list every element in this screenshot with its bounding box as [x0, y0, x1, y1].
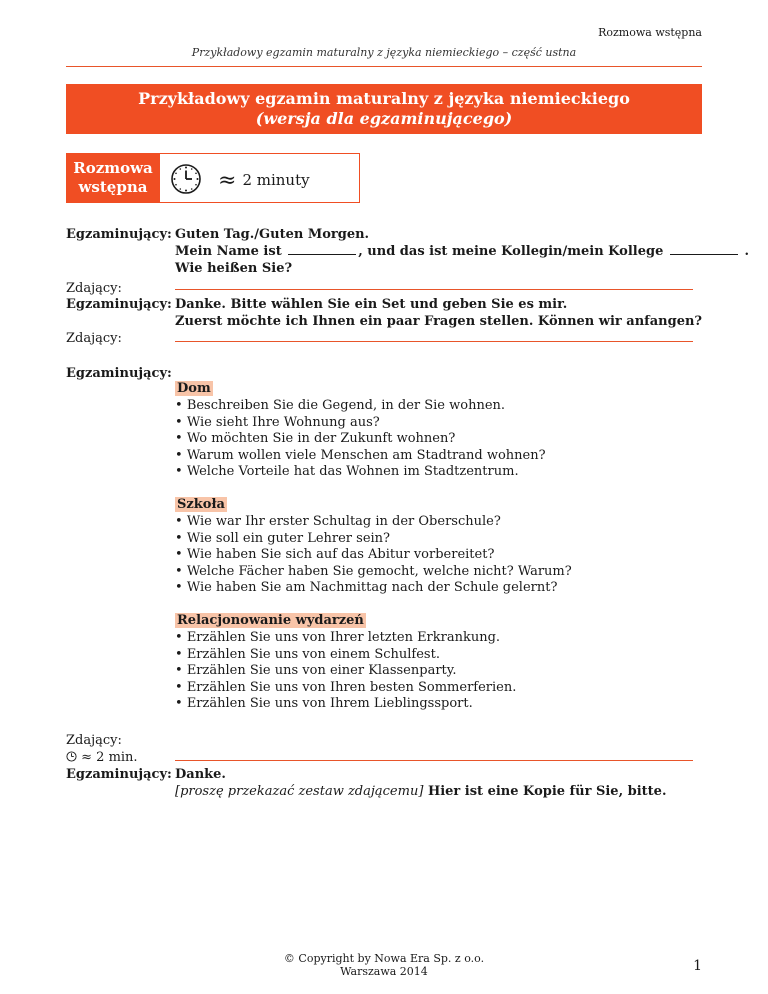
- name-blank: [288, 244, 356, 255]
- list-item: • Erzählen Sie uns von Ihrer letzten Erkrankung.: [175, 630, 516, 647]
- examiner-label: Egzaminujący:: [66, 767, 172, 782]
- time-box: [160, 153, 360, 203]
- student-label: Zdający:: [66, 281, 122, 296]
- topic-title: Dom: [177, 381, 211, 396]
- list-item: • Wo möchten Sie in der Zukunft wohnen?: [175, 431, 546, 448]
- list-item: • Welche Fächer haben Sie gemocht, welche nicht? Warum?: [175, 564, 572, 581]
- list-item: • Wie soll ein guter Lehrer sein?: [175, 531, 572, 548]
- section-label: [66, 153, 160, 203]
- student-time-value: ≈ 2 min.: [81, 750, 138, 765]
- question-list: [175, 398, 546, 481]
- header-section: Rozmowa wstępna: [598, 26, 702, 39]
- list-item: • Erzählen Sie uns von einer Klassenparty.: [175, 663, 516, 680]
- handover-line: [175, 784, 666, 799]
- examiner-label: Egzaminujący:: [66, 227, 172, 242]
- name-line-c: .: [744, 244, 749, 259]
- student-answer-rule: [175, 760, 693, 761]
- list-item: • Welche Vorteile hat das Wohnen im Stadtzentrum.: [175, 464, 546, 481]
- name-line-b: , und das ist meine Kollegin/mein Kollege: [358, 244, 664, 259]
- thanks-line: Danke.: [175, 767, 226, 782]
- copyright: © Copyright by Nowa Era Sp. z o.o.: [283, 952, 485, 965]
- start-line: Zuerst möchte ich Ihnen ein paar Fragen stellen. Können wir anfangen?: [175, 314, 703, 329]
- examiner-label: Egzaminujący:: [66, 366, 172, 381]
- question-line: Wie heißen Sie?: [175, 261, 293, 276]
- list-item: • Warum wollen viele Menschen am Stadtrand wohnen?: [175, 448, 546, 465]
- header-subtitle: Przykładowy egzamin maturalny z języka niemieckiego – część ustna: [191, 46, 577, 59]
- colleague-blank: [670, 244, 738, 255]
- title-banner: [66, 84, 702, 134]
- examiner-label: Egzaminujący:: [66, 297, 172, 312]
- banner-title: Przykładowy egzamin maturalny z języka niemieckiego: [138, 89, 630, 108]
- list-item: • Beschreiben Sie die Gegend, in der Sie wohnen.: [175, 398, 546, 415]
- approx-symbol: ≈: [218, 168, 237, 193]
- list-item: • Wie war Ihr erster Schultag in der Oberschule?: [175, 514, 572, 531]
- list-item: • Wie haben Sie sich auf das Abitur vorbereitet?: [175, 547, 572, 564]
- student-label: Zdający:: [66, 733, 122, 748]
- list-item: • Wie haben Sie am Nachmittag nach der Schule gelernt?: [175, 580, 572, 597]
- name-line-a: Mein Name ist: [175, 244, 282, 259]
- page-number: 1: [693, 958, 702, 974]
- student-answer-rule: [175, 341, 693, 342]
- list-item: • Erzählen Sie uns von Ihrem Lieblingssport.: [175, 696, 516, 713]
- greeting-line: Guten Tag./Guten Morgen.: [175, 227, 370, 242]
- footer: [0, 952, 768, 978]
- student-label: Zdający:: [66, 331, 122, 346]
- handover-instruction: [proszę przekazać zestaw zdającemu]: [175, 784, 424, 799]
- topic-title: Relacjonowanie wydarzeń: [177, 613, 364, 628]
- set-line: Danke. Bitte wählen Sie ein Set und geben Sie es mir.: [175, 297, 568, 312]
- question-list: [175, 514, 572, 597]
- banner-subtitle: (wersja dla egzaminującego): [255, 109, 513, 128]
- handover-text: Hier ist eine Kopie für Sie, bitte.: [427, 784, 667, 799]
- student-time: [66, 750, 138, 765]
- section-label-line2: wstępna: [78, 178, 148, 196]
- list-item: • Wie sieht Ihre Wohnung aus?: [175, 415, 546, 432]
- name-line: [175, 244, 749, 259]
- topic-title: Szkoła: [177, 497, 225, 512]
- list-item: • Erzählen Sie uns von Ihren besten Sommerferien.: [175, 680, 516, 697]
- header-rule: [66, 66, 702, 67]
- footer-city: Warszawa 2014: [340, 965, 428, 978]
- clock-icon: [66, 751, 77, 762]
- student-answer-rule: [175, 289, 693, 290]
- clock-icon: [170, 163, 202, 195]
- time-value: 2 minuty: [242, 171, 310, 189]
- list-item: • Erzählen Sie uns von einem Schulfest.: [175, 647, 516, 664]
- section-label-line1: Rozmowa: [73, 159, 153, 177]
- question-list: [175, 630, 516, 713]
